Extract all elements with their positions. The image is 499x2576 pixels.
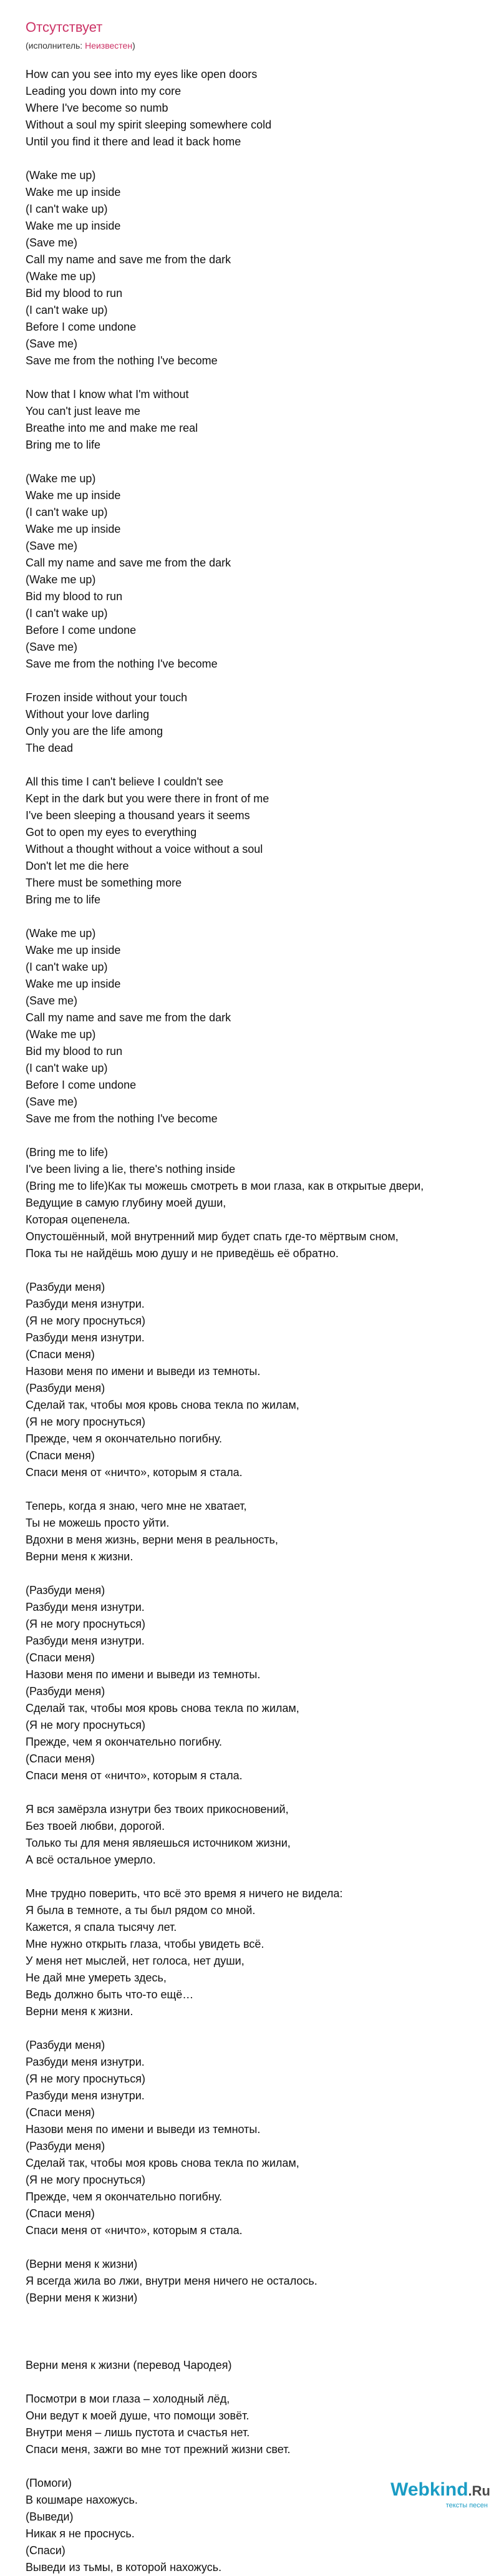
logo-tld: .Ru	[468, 2483, 490, 2499]
logo-wordmark	[390, 2479, 490, 2502]
artist-prefix: (исполнитель:	[26, 41, 85, 51]
artist-link[interactable]: Неизвестен	[85, 41, 133, 51]
artist-line	[26, 40, 135, 51]
logo-subtitle: тексты песен	[445, 2502, 488, 2509]
logo-main-text: Webkind	[390, 2479, 468, 2500]
site-logo[interactable]	[390, 2479, 490, 2509]
lyrics-text: How can you see into my eyes like open doors Leading you down into my core Where I've become so numb Without a soul my spirit sleeping somewhere cold Until you find it there and lead it back home (Wake me up) Wake me up inside (I can't wake up) Wake me up inside (Save me) Call my name and save me from the dark (Wake me up) Bid my blood to run (I can't wake up) Before I come undone (Save me) Save me from the nothing I've become Now that I know what I'm without You can't just leave me Breathe into me and make me real Bring me to life (Wake me up) Wake me up inside (I can't wake up) Wake me up inside (Save me) Call my name and save me from the dark (Wake me up) Bid my blood to run (I can't wake up) Before I come undone (Save me) Save me from the nothing I've become Frozen inside without your touch Without your love darling Only you are the life among The dead All this time I can't believe I couldn't see Kept in the dark but you were there in front of me I've been sleeping a thousand years it seems Got to open my eyes to everything Without a thought without a voice without a soul Don't let me die here There must be something more Bring me to life (Wake me up) Wake me up inside (I can't wake up) Wake me up inside (Save me) Call my name and save me from the dark (Wake me up) Bid my blood to run (I can't wake up) Before I come undone (Save me) Save me from the nothing I've become (Bring me to life) I've been living a lie, there's nothing inside (Bring me to life)Как ты можешь смотреть в мои глаза, как в открытые двери, Ведущие в самую глубину моей души, Которая оцепенела. Опустошённый, мой внутренний мир будет спать где-то мёртвым сном, Пока ты не найдёшь мою душу и не приведёшь её обратно. (Разбуди меня) Разбуди меня изнутри. (Я не могу проснуться) Разбуди меня изнутри. (Спаси меня) Назови меня по имени и выведи из темноты. (Разбуди меня) Сделай так, чтобы моя кровь снова текла по жилам, (Я не могу проснуться) Прежде, чем я окончательно погибну. (Спаси меня) Спаси меня от «ничто», которым я стала. Теперь, когда я знаю, чего мне не хватает, Ты не можешь просто уйти. Вдохни в меня жизнь, верни меня в реальность, Верни меня к жизни. (Разбуди меня) Разбуди меня изнутри. (Я не могу проснуться) Разбуди меня изнутри. (Спаси меня) Назови меня по имени и выведи из темноты. (Разбуди меня) Сделай так, чтобы моя кровь снова текла по жилам, (Я не могу проснуться) Прежде, чем я окончательно погибну. (Спаси меня) Спаси меня от «ничто», которым я стала. Я вся замёрзла изнутри без твоих прикосновений, Без твоей любви, дорогой. Только ты для меня являешься источником жизни, А всё остальное умерло. Мне трудно поверить, что всё это время я ничего не видела: Я была в темноте, а ты был рядом со мной. Кажется, я спала тысячу лет. Мне нужно открыть глаза, чтобы увидеть всё. У меня нет мыслей, нет голоса, нет души, Не дай мне умереть здесь, Ведь должно быть что-то ещё… Верни меня к жизни. (Разбуди меня) Разбуди меня изнутри. (Я не могу проснуться) Разбуди меня изнутри. (Спаси меня) Назови меня по имени и выведи из темноты. (Разбуди меня) Сделай так, чтобы моя кровь снова текла по жилам, (Я не могу проснуться) Прежде, чем я окончательно погибну. (Спаси меня) Спаси меня от «ничто», которым я стала. (Верни меня к жизни) Я всегда жила во лжи, внутри меня ничего не осталось. (Верни меня к жизни) Верни меня к жизни (перевод Чародея) Посмотри в мои глаза – холодный лёд, Они ведут к моей душе, что помощи зовёт. Внутри меня – лишь пустота и счастья нет. Спаси меня, зажги во мне тот прежний жизни свет. (Помоги) В кошмаре нахожусь. (Выведи) Никак я не проснусь. (Спаси) Выведи из тьмы, в которой нахожусь.	[26, 68, 424, 2574]
song-title: Отсутствует	[26, 19, 103, 35]
artist-suffix: )	[132, 41, 135, 51]
